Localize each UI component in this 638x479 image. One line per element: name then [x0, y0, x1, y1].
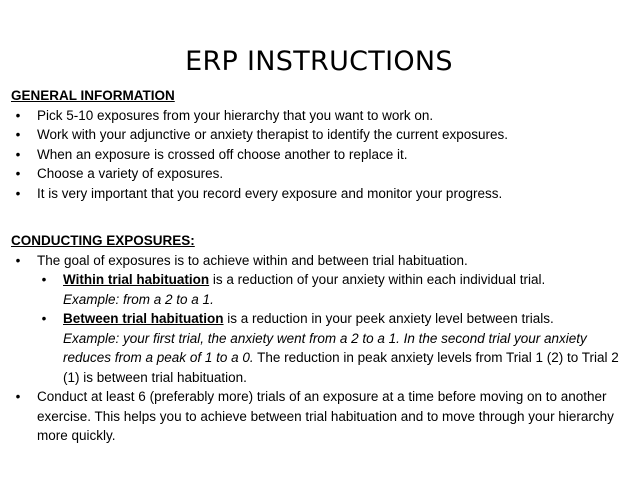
habituation-list — [11, 270, 626, 387]
list-item-text: Choose a variety of exposures. — [37, 166, 224, 181]
list-item-text: When an exposure is crossed off choose another to replace it. — [37, 146, 408, 162]
list-item — [11, 387, 626, 446]
bullet-icon: • — [15, 127, 21, 142]
page-title: ERP INSTRUCTIONS — [185, 46, 453, 77]
bullet-icon: • — [15, 389, 21, 404]
list-item — [11, 164, 626, 184]
list-item — [11, 251, 626, 271]
bullet-icon: • — [15, 107, 21, 123]
list-item — [11, 106, 626, 126]
example-text: Example: your first trial, the anxiety went from a 2 to a 1. In the second trial your anxiety reduces from a peak of 1 to a 0. — [63, 330, 587, 365]
definition-text: is a reduction in your peek anxiety level between trials. — [223, 311, 554, 326]
sub-list-item — [11, 270, 626, 309]
explanation-text: The reduction in peak anxiety levels from Trial 1 (2) to Trial 2 (1) is between trial habituation. — [63, 350, 619, 385]
general-list — [11, 106, 626, 204]
example-text: Example: from a 2 to a 1. — [63, 291, 214, 307]
list-item — [11, 145, 626, 165]
bullet-icon: • — [15, 185, 21, 201]
sub-list-item — [11, 309, 626, 387]
list-item — [11, 125, 626, 145]
list-item-text: It is very important that you record every exposure and monitor your progress. — [37, 185, 503, 201]
list-item-text: Work with your adjunctive or anxiety therapist to identify the current exposures. — [37, 127, 508, 142]
bullet-icon: • — [41, 272, 47, 287]
general-heading: GENERAL INFORMATION — [11, 88, 175, 103]
bullet-icon: • — [15, 166, 21, 181]
conducting-heading: CONDUCTING EXPOSURES: — [11, 233, 195, 248]
list-item-text: Conduct at least 6 (preferably more) trials of an exposure at a time before moving on to another exercise. This helps you to achieve between trial habituation and to move through your hierarchy more quickly. — [37, 389, 614, 443]
section-gap — [11, 203, 626, 231]
bullet-icon: • — [15, 146, 21, 162]
definition-text: is a reduction of your anxiety within each individual trial. — [209, 272, 546, 287]
term-between: Between trial habituation — [63, 311, 224, 326]
bullet-icon: • — [41, 311, 47, 326]
bullet-icon: • — [15, 252, 21, 268]
list-item-text: Pick 5-10 exposures from your hierarchy that you want to work on. — [37, 107, 434, 123]
conducting-list-continued — [11, 387, 626, 446]
term-within: Within trial habituation — [63, 272, 210, 287]
list-item — [11, 184, 626, 204]
content — [11, 86, 626, 446]
list-item-text: The goal of exposures is to achieve within and between trial habituation. — [37, 252, 468, 268]
conducting-list — [11, 251, 626, 271]
